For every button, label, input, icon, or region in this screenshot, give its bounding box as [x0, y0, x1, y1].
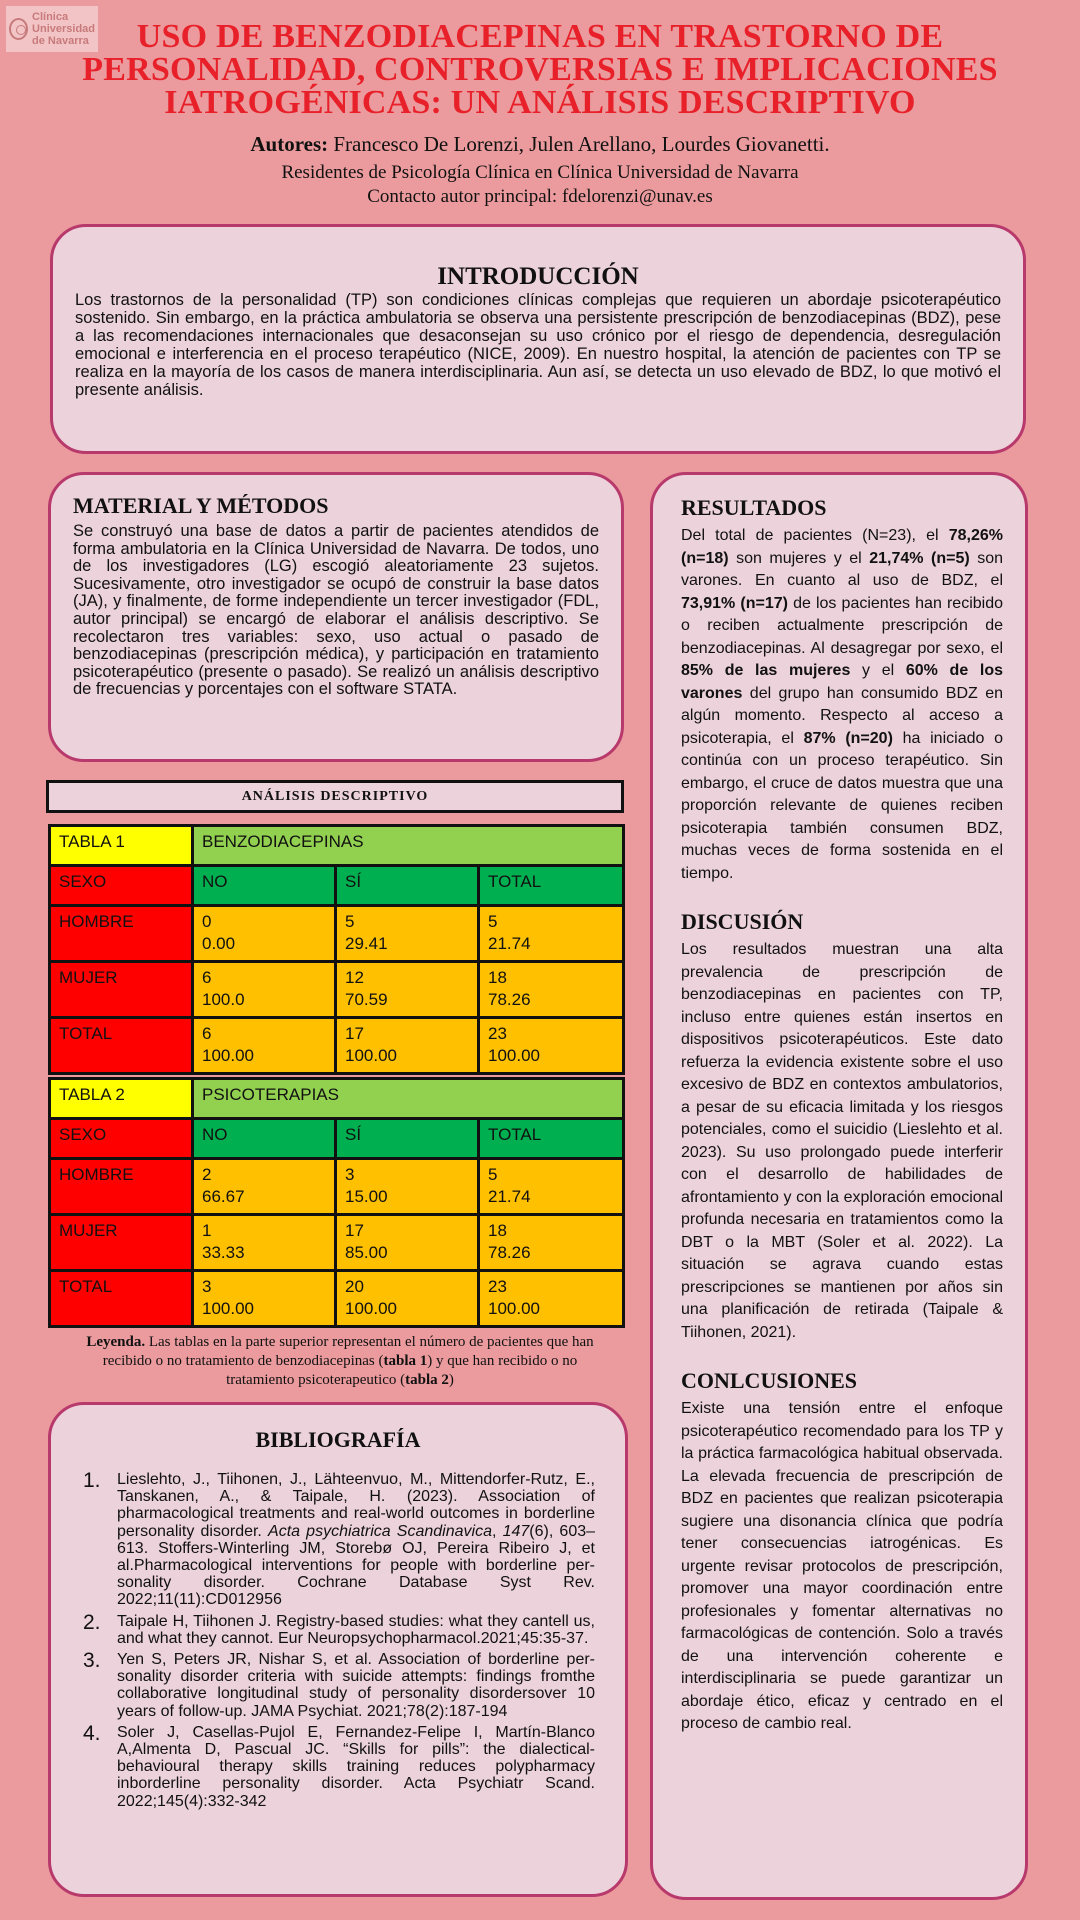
row-label: TOTAL [50, 1018, 193, 1074]
table-cell: 5 29.41 [336, 906, 479, 962]
table-topic: PSICOTERAPIAS [193, 1079, 624, 1119]
introduction-heading: INTRODUCCIÓN [437, 263, 639, 290]
table-cell: 23 100.00 [479, 1271, 624, 1327]
reference-item: 4. Soler J, Casellas-Pujol E, Fernandez-Felipe I, Martín-Blanco A,Almenta D, Pascual JC. “Skills for pills”: the dialectical-behavioural therapy skills training reduces polypharmacy inborderline personality disorder. Acta Psychiatr Scand. 2022;145(4):332-342 [83, 1721, 595, 1810]
discussion-heading: DISCUSIÓN [681, 909, 804, 934]
table-row [50, 1215, 624, 1271]
column-header: TOTAL [479, 1119, 624, 1159]
methods-heading: MATERIAL Y MÉTODOS [73, 493, 329, 518]
discussion-text: Los resultados muestran una alta prevalencia de prescripción de benzodiacepinas en pacientes con TP, incluso entre quienes están insertos en dispositivos psicoterapéuticos. Este dato refuerza la evidencia existente sobre el uso excesivo de BDZ en contextos ambulatorios, a pesar de su eficacia limitada y los riesgos potenciales, como el suicidio (Lieslehto et al. 2023). Su uso prolongado puede interferir con el desarrollo de habilidades de afrontamiento y con la exploración emocional profunda necesaria en tratamientos como la DBT o la MBT (Soler et al. 2022). La situación se agrava cuando estas prescripciones se mantienen por años sin una planificación de retirada (Taipale & Tiihonen, 2021). [681, 941, 1003, 1341]
results-text: Del total de pacientes (N=23), el 78,26% (n=18) son mujeres y el 21,74% (n=5) son varones. En cuanto al uso de BDZ, el 73,91% (n=17) de los pacientes han recibido o reciben actualmente prescripción de benzodiacepinas. Al desagregar por sexo, el 85% de las mujeres y el 60% de los varones del grupo han consumido BDZ en algún momento. Respecto al acceso a psicoterapia, el 87% (n=20) ha iniciado o continúa con un proceso terapéutico. Sin embargo, el cruce de datos muestra que una proporción relevante de quienes reciben psicoterapia también consumen BDZ, muchas veces de forma sostenida en el tiempo. [681, 527, 1004, 882]
analysis-heading: ANÁLISIS DESCRIPTIVO [46, 780, 624, 813]
poster-title: USO DE BENZODIACEPINAS EN TRASTORNO DE PERSONALIDAD, CONTROVERSIAS E IMPLICACIONES IATROGÉNICAS: UN ANÁLISIS DESCRIPTIVO [82, 18, 998, 121]
row-label: TOTAL [50, 1271, 193, 1327]
reference-item: 3. Yen S, Peters JR, Nishar S, et al. Association of borderline per-sonality disorder criteria with suicide attempts: findings fromthe collaborative longitudinal study of personality disordersover 10 years of follow-up. JAMA Psychiat. 2021;78(2):187-194 [83, 1649, 595, 1720]
table-cell: 17 85.00 [336, 1215, 479, 1271]
results-panel [650, 472, 1028, 1900]
bibliography-heading: BIBLIOGRAFÍA [255, 1427, 421, 1452]
results-section [681, 495, 1003, 885]
seal-icon [9, 18, 28, 40]
table-label: TABLA 1 [50, 826, 193, 866]
table-row [50, 1159, 624, 1215]
row-label: MUJER [50, 1215, 193, 1271]
table-cell: 0 0.00 [193, 906, 336, 962]
methods-panel [48, 472, 624, 762]
conclusions-section [681, 1368, 1003, 1736]
row-label: HOMBRE [50, 1159, 193, 1215]
column-header: SÍ [336, 866, 479, 906]
table-cell: 18 78.26 [479, 962, 624, 1018]
column-header: TOTAL [479, 866, 624, 906]
table-row [50, 1018, 624, 1074]
table-benzodiacepinas [48, 824, 625, 1075]
reference-item: 2. Taipale H, Tiihonen J. Registry-based studies: what they cantell us, and what they cannot. Eur Neuropsychopharmacol.2021;45:35-37. [83, 1610, 595, 1647]
affiliation: Residentes de Psicología Clínica en Clínica Universidad de Navarra [281, 162, 799, 183]
table-label: TABLA 2 [50, 1079, 193, 1119]
table-row [50, 906, 624, 962]
authors: Autores: Francesco De Lorenzi, Julen Arellano, Lourdes Giovanetti. [250, 132, 830, 156]
row-label: HOMBRE [50, 906, 193, 962]
table-row [50, 962, 624, 1018]
logo-text: Clínica Universidad de Navarra [32, 11, 95, 47]
table-row [50, 1271, 624, 1327]
discussion-section [681, 909, 1003, 1344]
introduction-text: Los trastornos de la personalidad (TP) son condiciones clínicas complejas que requieren un abordaje psicoterapéutico sostenido. Sin embargo, en la práctica ambulatoria se observa una persistente prescripción de benzodiacepinas (BDZ), pese a las recomendaciones internacionales que desaconsejan su uso crónico por el riesgo de dependencia, desregulación emocional e interferencia en el proceso terapéutico (NICE, 2009). En nuestro hospital, la atención de pacientes con TP se realiza en la mayoría de los casos de manera interdisciplinaria. Aun así, se detecta un uso elevado de BDZ, lo que motivó el presente análisis. [75, 291, 1001, 399]
table-cell: 3 100.00 [193, 1271, 336, 1327]
table-cell: 1 33.33 [193, 1215, 336, 1271]
column-header: NO [193, 1119, 336, 1159]
column-header: NO [193, 866, 336, 906]
column-header: SEXO [50, 1119, 193, 1159]
reference-item: 1. Lieslehto, J., Tiihonen, J., Lähteenvuo, M., Mittendorfer-Rutz, E., Tanskanen, A., & Taipale, H. (2023). Association of pharmacological treatments and real-world outcomes in borderline personality disorder. Acta psychiatrica Scandinavica, 147(6), 603–613. Stoffers-Winterling JM, Storebø OJ, Pereira Ribeiro J, et al.Pharmacological interventions for people with borderline per-sonality disorder. Cochrane Database Syst Rev. 2022;11(11):CD012956 [83, 1469, 596, 1609]
bibliography-panel [48, 1402, 628, 1897]
conclusions-text: Existe una tensión entre el enfoque psicoterapéutico recomendado para los TP y la práctica farmacológica habitual observada. La elevada frecuencia de prescripción de BDZ en pacientes que realizan psicoterapia sugiere una disonancia clínica que podría tener consecuencias iatrogénicas. Es urgente revisar protocolos de prescripción, promover una mayor coordinación entre profesionales y fomentar alternativas no farmacológicas de contención. Solo a través de una intervención coherente e interdisciplinaria se puede garantizar un abordaje ético, eficaz y centrado en el proceso de cambio real. [681, 1400, 1003, 1732]
table-cell: 12 70.59 [336, 962, 479, 1018]
table-psicoterapias [48, 1077, 625, 1328]
reference-list [81, 1471, 595, 1810]
introduction-panel [50, 224, 1026, 454]
table-cell: 5 21.74 [479, 906, 624, 962]
row-label: MUJER [50, 962, 193, 1018]
column-header: SEXO [50, 866, 193, 906]
contact: Contacto autor principal: fdelorenzi@unav.es [367, 186, 713, 207]
table-cell: 23 100.00 [479, 1018, 624, 1074]
table-cell: 3 15.00 [336, 1159, 479, 1215]
table-cell: 17 100.00 [336, 1018, 479, 1074]
table-cell: 6 100.00 [193, 1018, 336, 1074]
results-heading: RESULTADOS [681, 495, 827, 520]
methods-text: Se construyó una base de datos a partir de pacientes atendidos de forma ambulatoria en la Clínica Universidad de Navarra. De todos, uno de los investigadores (LG) escogió aleatoriamente 23 sujetos. Sucesivamente, otro investigador se ocupó de construir la base datos (JA), y finalmente, de forme independiente un tercer investigador (FDL, autor principal) se encargó de elaborar el análisis descriptivo. Se recolectaron tres variables: sexo, uso actual o pasado de benzodiacepinas (prescripción médica), y participación en tratamiento psicoterapéutico (presente o pasado). Se realizó un análisis descriptivo de frecuencias y porcentajes con el software STATA. [73, 522, 599, 699]
conclusions-heading: CONLCUSIONES [681, 1368, 858, 1393]
table-cell: 20 100.00 [336, 1271, 479, 1327]
column-header: SÍ [336, 1119, 479, 1159]
table-topic: BENZODIACEPINAS [193, 826, 624, 866]
table-cell: 5 21.74 [479, 1159, 624, 1215]
table-legend: Leyenda. Las tablas en la parte superior representan el número de pacientes que han recibido o no tratamiento de benzodiacepinas (tabla 1) y que han recibido o no tratamiento psicoterapeutico (tabla 2) [86, 1334, 594, 1388]
table-cell: 18 78.26 [479, 1215, 624, 1271]
table-cell: 2 66.67 [193, 1159, 336, 1215]
table-cell: 6 100.0 [193, 962, 336, 1018]
